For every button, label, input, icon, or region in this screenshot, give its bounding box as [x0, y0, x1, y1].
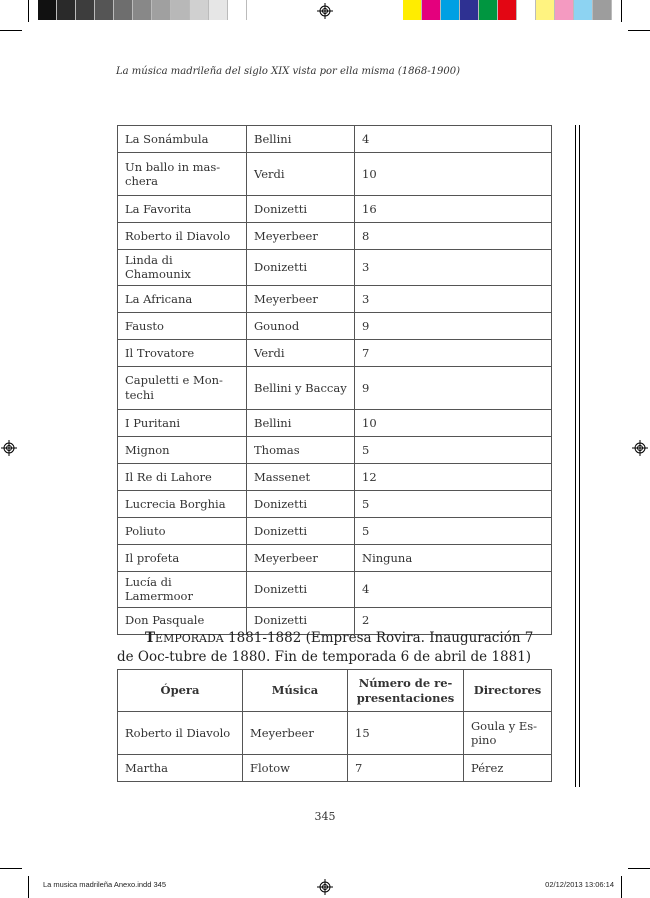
performances-cell: Ninguna — [355, 544, 552, 571]
color-swatch — [152, 0, 171, 20]
color-swatch — [498, 0, 517, 20]
season-text: 1881-1882 (Empresa Rovira. Inauguración 7 de Ooc-tubre de 1880. Fin de temporada 6 de abril de 1881) — [117, 630, 534, 665]
directors-cell: Goula y Es- pino — [464, 712, 552, 755]
composer-cell: Donizetti — [247, 607, 355, 634]
opera-cell: La Africana — [118, 285, 247, 312]
opera-cell: Capuletti e Mon- techi — [118, 366, 247, 409]
composer-cell: Meyerbeer — [243, 712, 348, 755]
performances-cell: 10 — [355, 409, 552, 436]
composer-cell: Donizetti — [247, 517, 355, 544]
color-swatch — [574, 0, 593, 20]
performances-cell: 10 — [355, 153, 552, 196]
crop-mark — [621, 876, 622, 898]
performances-cell: 15 — [348, 712, 464, 755]
color-swatch — [422, 0, 441, 20]
crop-mark — [0, 30, 22, 31]
opera-table — [117, 125, 552, 635]
color-swatch — [517, 0, 536, 20]
vertical-rule — [575, 125, 576, 787]
performances-cell: 7 — [355, 339, 552, 366]
performances-cell: 4 — [355, 571, 552, 607]
column-header: Ópera — [118, 670, 243, 712]
crop-mark — [628, 868, 650, 869]
registration-mark-icon — [632, 440, 648, 456]
composer-cell: Massenet — [247, 463, 355, 490]
composer-cell: Flotow — [243, 755, 348, 782]
column-header: Número de re- presentaciones — [348, 670, 464, 712]
vertical-rule — [579, 125, 580, 787]
registration-mark-icon — [317, 3, 333, 19]
opera-cell: Il Re di Lahore — [118, 463, 247, 490]
small-caps-word: EMPORADA — [155, 632, 224, 645]
registration-mark-icon — [1, 440, 17, 456]
table-row — [118, 571, 552, 607]
color-swatch — [403, 0, 422, 20]
color-swatch — [460, 0, 479, 20]
opera-cell: Lucía di Lamermoor — [118, 571, 247, 607]
performances-cell: 12 — [355, 463, 552, 490]
season-table — [117, 669, 552, 782]
table-row — [118, 544, 552, 571]
table-row — [118, 250, 552, 286]
performances-cell: 16 — [355, 196, 552, 223]
composer-cell: Donizetti — [247, 490, 355, 517]
drop-cap: T — [145, 630, 156, 646]
opera-cell: Martha — [118, 755, 243, 782]
table-row — [118, 126, 552, 153]
performances-cell: 9 — [355, 312, 552, 339]
grayscale-color-bar — [38, 0, 247, 20]
performances-cell: 7 — [348, 755, 464, 782]
opera-cell: Un ballo in mas- chera — [118, 153, 247, 196]
color-swatch — [57, 0, 76, 20]
table-header-row — [118, 670, 552, 712]
composer-cell: Thomas — [247, 436, 355, 463]
performances-cell: 5 — [355, 436, 552, 463]
performances-cell: 2 — [355, 607, 552, 634]
performances-cell: 3 — [355, 250, 552, 286]
table-row — [118, 285, 552, 312]
composer-cell: Donizetti — [247, 196, 355, 223]
column-header: Directores — [464, 670, 552, 712]
table-row — [118, 436, 552, 463]
color-swatch — [228, 0, 247, 20]
table-row — [118, 463, 552, 490]
opera-cell: Lucrecia Borghia — [118, 490, 247, 517]
composer-cell: Gounod — [247, 312, 355, 339]
table-row — [118, 339, 552, 366]
opera-cell: Roberto il Diavolo — [118, 223, 247, 250]
crop-mark — [621, 0, 622, 22]
composer-cell: Meyerbeer — [247, 223, 355, 250]
performances-cell: 4 — [355, 126, 552, 153]
performances-cell: 8 — [355, 223, 552, 250]
opera-cell: La Sonámbula — [118, 126, 247, 153]
table-row — [118, 517, 552, 544]
opera-cell: Mignon — [118, 436, 247, 463]
registration-mark-icon — [317, 879, 333, 895]
running-title: La música madrileña del siglo XIX vista por ella misma (1868-1900) — [116, 66, 460, 77]
opera-cell: Linda di Chamounix — [118, 250, 247, 286]
opera-cell: Il profeta — [118, 544, 247, 571]
composer-cell: Meyerbeer — [247, 285, 355, 312]
color-swatch — [555, 0, 574, 20]
color-swatch — [479, 0, 498, 20]
table-row — [118, 312, 552, 339]
composer-cell: Meyerbeer — [247, 544, 355, 571]
table-row — [118, 153, 552, 196]
performances-cell: 5 — [355, 517, 552, 544]
performances-cell: 9 — [355, 366, 552, 409]
opera-cell: I Puritani — [118, 409, 247, 436]
process-color-bar — [403, 0, 612, 20]
color-swatch — [76, 0, 95, 20]
opera-cell: Poliuto — [118, 517, 247, 544]
performances-cell: 3 — [355, 285, 552, 312]
composer-cell: Bellini — [247, 126, 355, 153]
crop-mark — [28, 0, 29, 22]
directors-cell: Pérez — [464, 755, 552, 782]
performances-cell: 5 — [355, 490, 552, 517]
slug-datetime: 02/12/2013 13:06:14 — [545, 880, 614, 889]
composer-cell: Verdi — [247, 153, 355, 196]
composer-cell: Donizetti — [247, 571, 355, 607]
column-header: Música — [243, 670, 348, 712]
color-swatch — [209, 0, 228, 20]
crop-mark — [628, 30, 650, 31]
opera-cell: Roberto il Diavolo — [118, 712, 243, 755]
season-heading — [117, 629, 551, 667]
color-swatch — [133, 0, 152, 20]
color-swatch — [593, 0, 612, 20]
table-row — [118, 223, 552, 250]
page-number: 345 — [314, 810, 336, 823]
color-swatch — [536, 0, 555, 20]
composer-cell: Bellini y Baccay — [247, 366, 355, 409]
opera-cell: La Favorita — [118, 196, 247, 223]
color-swatch — [95, 0, 114, 20]
table-row — [118, 196, 552, 223]
crop-mark — [28, 876, 29, 898]
color-swatch — [190, 0, 209, 20]
table-row — [118, 712, 552, 755]
composer-cell: Verdi — [247, 339, 355, 366]
opera-cell: Don Pasquale — [118, 607, 247, 634]
opera-cell: Fausto — [118, 312, 247, 339]
color-swatch — [38, 0, 57, 20]
composer-cell: Donizetti — [247, 250, 355, 286]
color-swatch — [171, 0, 190, 20]
table-row — [118, 755, 552, 782]
table-row — [118, 490, 552, 517]
crop-mark — [0, 868, 22, 869]
table-row — [118, 366, 552, 409]
color-swatch — [114, 0, 133, 20]
composer-cell: Bellini — [247, 409, 355, 436]
slug-filename: La musica madrileña Anexo.indd 345 — [43, 880, 166, 889]
table-row — [118, 409, 552, 436]
opera-cell: Il Trovatore — [118, 339, 247, 366]
color-swatch — [441, 0, 460, 20]
